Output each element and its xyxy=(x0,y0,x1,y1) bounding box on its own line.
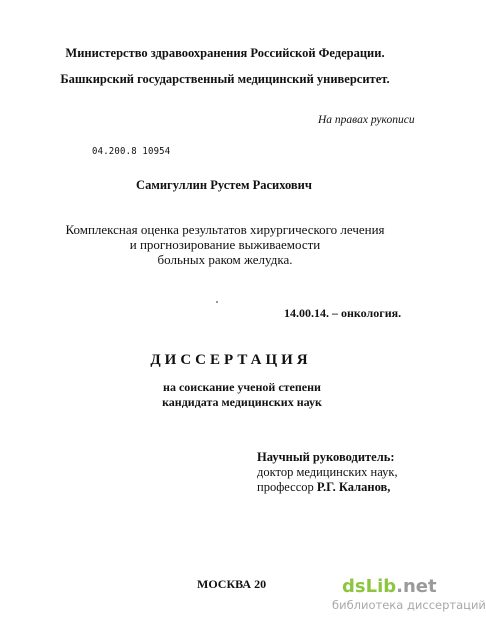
supervisor-degree: доктор медицинских наук, xyxy=(257,465,398,479)
scan-speck xyxy=(216,301,218,303)
specialty-code: 14.00.14. – онкология. xyxy=(284,306,402,320)
registration-stamp: 04.200.8 10954 xyxy=(92,146,171,157)
author-name: Самигуллин Рустем Расихович xyxy=(136,178,312,192)
title-line-2: и прогнозирование выживаемости xyxy=(129,237,321,252)
supervisor-title-line xyxy=(257,480,398,495)
degree-statement xyxy=(0,380,484,410)
watermark-caption: библиотека диссертаций xyxy=(332,598,486,612)
university-name: Башкирский государственный медицинский университет. xyxy=(60,72,390,86)
supervisor-heading: Научный руководитель: xyxy=(257,450,395,464)
title-line-3: больных раком желудка. xyxy=(157,252,293,267)
supervisor-block xyxy=(257,450,398,495)
rights-note: На правах рукописи xyxy=(318,114,415,126)
city-year: МОСКВА 20 xyxy=(197,577,267,591)
supervisor-name: Р.Г. Каланов, xyxy=(316,480,391,494)
watermark-logo-main: dsLib xyxy=(342,576,397,597)
watermark-logo xyxy=(342,576,437,597)
title-line-1: Комплексная оценка результатов хирургического лечения xyxy=(65,222,385,237)
degree-line-2: кандидата медицинских наук xyxy=(162,395,322,409)
watermark-logo-suffix: .net xyxy=(396,576,437,597)
supervisor-rank: профессор xyxy=(257,480,317,494)
dissertation-title xyxy=(0,222,450,267)
document-type: ДИССЕРТАЦИЯ xyxy=(150,352,312,368)
ministry-name: Министерство здравоохранения Российской Федерации. xyxy=(65,46,385,60)
degree-line-1: на соискание ученой степени xyxy=(163,380,321,394)
